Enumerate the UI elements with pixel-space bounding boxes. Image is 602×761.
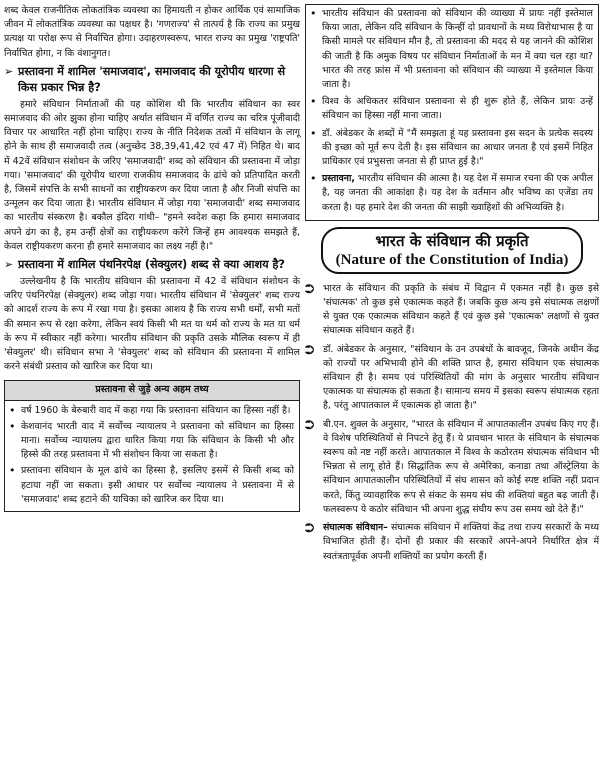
list-item: • प्रस्तावना, भारतीय संविधान की आत्मा है। यह देश में समाज रचना की एक अपील है, यह जनता की आकांक्षा है। यह देश के वर्तमान और भविष्य का एजेंडा तय करता है। यह हमारे देश की जनता की साझी ख्वाहिशों की अभिव्यक्ति है। [310, 172, 593, 215]
bullet-icon: • [310, 7, 317, 20]
list-item: • केशवानंद भारती वाद में सर्वोच्च न्यायालय ने प्रस्तावना को संविधान का हिस्सा माना। सर्वोच्च न्यायालय द्वारा धारित किया गया कि संविधान के किसी भी और हिस्से की तरह प्रस्तावना में भी संशोधन किया जा सकता है। [9, 420, 294, 463]
intro-paragraph: शब्द केवल राजनीतिक लोकतांत्रिक व्यवस्था का हिमायती न होकर आर्थिक एवं सामाजिक जीवन में लोकतांत्रिक व्यवस्था का पक्षधर है। 'गणराज्य' से तात्पर्य है कि राज्य का प्रमुख प्रत्यक्ष या परोक्ष रूप से निर्वाचित होगा। उदाहरणस्वरूप, भारत राज्य का प्रमुख 'राष्ट्रपति' निर्वाचित होगा, न कि वंशानुगत। [4, 5, 300, 59]
bold-lead: प्रस्तावना, [322, 173, 355, 185]
list-item: • प्रस्तावना संविधान के मूल ढांचे का हिस्सा है, इसलिए इसमें से किसी शब्द को हटाया नहीं जा सकता। इसी आधार पर सर्वोच्च न्यायालय ने प्रस्तावना में से 'समाजवाद' शब्द हटाने की याचिका को खारिज कर दिया था। [9, 464, 294, 507]
hook-arrow-icon: ⮊ [305, 521, 315, 536]
section-title-box [321, 227, 583, 274]
socialism-paragraph: हमारे संविधान निर्माताओं की यह कोशिश थी कि भारतीय संविधान का स्वर समाजवाद की ओर झुका होना चाहिए अर्थात संविधान में वर्णित राज्य का चरित्र पूंजीवादी विचार पर आधारित नहीं होना चाहिए। राज्य के नीति निदेशक तत्वों में संविधान के लागू होने के साथ ही समाजवादी तत्व (अनुच्छेद 38,39,41,42 एवं 47 में) निहित थे। बाद में 42वें संविधान संशोधन के जरिए 'समाजवादी' शब्द को संविधान की प्रस्तावना में जोड़ा गया। 'समाजवाद' की यूरोपीय धारणा राजकीय समाजवाद के ढांचे को प्रतिपादित करती है, जिसमें संपत्ति के सभी साधनों का राष्ट्रीयकरण कर दिया जाता है और निजी संपत्ति का उन्मूलन कर दिया जाता है। भारतीय संविधान में जोड़ा गया 'समाजवादी' शब्द समाजवाद का भारतीय संस्करण है। बकौल इंदिरा गांधी– "हमने स्वदेश कहा कि हमारा समाजवाद अपने ढंग का है, हम उन्हीं क्षेत्रों का राष्ट्रीयकरण करेंगे जिन्हें हम आवश्यक समझते हैं, केवल राष्ट्रीयकरण करना ही हमारे समाजवाद का लक्ष्य नहीं है।" [4, 98, 300, 252]
list-item: ⮊ बी.एन. शुक्ल के अनुसार, "भारत के संविधान में आपातकालीन उपबंध किए गए हैं। वे विशेष परिस्थितियों से निपटने हेतु हैं। ये प्रावधान भारत के संविधान के संघात्मक स्वरूप को नष्ट नहीं करते। आपातकाल में विश्व के कठोरतम संघात्मक संविधान भी भिन्नता से लागू होते हैं। सिद्धांतिक रूप से अमेरिका, कनाडा तथा ऑस्ट्रेलिया के संविधान आपातकालीन परिस्थितियों में संघ शासन को कोई स्पष्ट शक्ति नहीं प्रदान करते, किंतु व्यावहारिक रूप से संकट के समय संघ की शक्तियां बहुत बढ़ जाती हैं। फलस्वरूप ये कठोर संविधान भी अपना शुद्ध संघीय रूप उस समय खो देते हैं।" [305, 418, 599, 517]
left-column [4, 4, 300, 512]
section-title-hindi: भारत के संविधान की प्रकृति [375, 231, 529, 250]
hook-arrow-icon: ⮊ [305, 417, 315, 432]
list-item: ⮊ डॉ. अंबेडकर के अनुसार, "संविधान के उन उपबंधों के बावजूद, जिनके अधीन केंद्र को राज्यों पर अभिभावी होने की शक्ति प्राप्त है, हमारा संविधान एक संघात्मक संविधान ही है। समय एवं परिस्थितियों की मांग के अनुसार भारतीय संविधान एकात्मक या संघात्मक हो सकता है। सामान्य समय में इसका स्वरूप संघात्मक रहता है, परंतु आपातकाल में एकात्मक हो जाता है।" [305, 343, 599, 414]
hook-arrow-icon: ⮊ [305, 281, 315, 296]
question-heading-text: प्रस्तावना में शामिल 'समाजवाद', समाजवाद की यूरोपीय धारणा से किस प्रकार भिन्न है? [18, 64, 286, 94]
bullet-icon: • [310, 95, 317, 109]
list-item: ⮊ भारत के संविधान की प्रकृति के संबंध में विद्वान में एकमत नहीं है। कुछ इसे 'संघात्मक' तो कुछ इसे एकात्मक कहते हैं। जबकि कुछ अन्य इसे संघात्मक लक्षणों से युक्त एक एकात्मक संविधान कहते हैं एवं कुछ इसे 'एकात्मक' लक्षणों से युक्त संघात्मक संविधान कहते हैं। [305, 282, 599, 339]
list-item: • डॉ. अंबेडकर के शब्दों में "मैं समझता हूं यह प्रस्तावना इस सदन के प्रत्येक सदस्य की इच्छा को मूर्त रूप देती है। इस संविधान का आधार जनता है एवं इसमें निहित प्राधिकार एवं प्रभुसत्ता जनता से ही प्राप्त हुई है।" [310, 127, 593, 170]
bold-lead: संघात्मक संविधान– [323, 522, 388, 534]
question-heading-socialism [4, 64, 300, 96]
arrow-bullet-icon: ➢ [4, 64, 14, 78]
facts-box-title: प्रस्तावना से जुड़े अन्य अहम तथ्य [5, 381, 299, 400]
bullet-icon: • [310, 126, 317, 140]
facts-list [5, 401, 299, 511]
arrow-bullet-icon: ➢ [4, 258, 14, 272]
hook-arrow-icon: ⮊ [305, 342, 315, 357]
preamble-facts-box [4, 380, 300, 512]
section-title-english: (Nature of the Constitution of India) [335, 251, 569, 268]
question-heading-text: प्रस्तावना में शामिल पंथनिरपेक्ष (सेक्युलर) शब्द से क्या आशय है? [18, 258, 285, 272]
bullet-icon: • [9, 464, 16, 478]
right-column [305, 4, 599, 568]
preamble-notes-box [305, 4, 599, 221]
list-item: ⮊ संघात्मक संविधान– संघात्मक संविधान में शक्तियां केंद्र तथा राज्य सरकारों के मध्य विभाजित होती हैं। दोनों ही प्रकार की सरकारें अपने-अपने निर्धारित क्षेत्र में स्वतंत्रतापूर्वक अपनी शक्तियों का प्रयोग करती हैं। [305, 521, 599, 564]
bullet-icon: • [310, 172, 317, 186]
secular-paragraph: उल्लेखनीय है कि भारतीय संविधान की प्रस्तावना में 42 वें संविधान संशोधन के जरिए पंथनिरपेक्ष (सेक्युलर) शब्द जोड़ा गया। भारतीय संविधान में 'सेक्युलर' शब्द राज्य को आदर्श राज्य के रूप में रखा गया है। इसका आशय है कि राज्य सभी धर्मों, सभी मतों की समान रूप से रक्षा करेगा, लेकिन स्वयं किसी भी मत या धर्म को राज्य के मत या धर्म के रूप में स्वीकार नहीं करेगा। भारतीय संविधान की प्रकृति उसके मौलिक स्वरूप में ही 'सेक्युलर' थी। संविधान सभा ने 'सेक्युलर' शब्द को संविधान की प्रस्तावना में शामिल करने संबंधी प्रस्ताव को खारिज कर दिया था। [4, 276, 300, 373]
bullet-icon: • [9, 403, 16, 417]
bullet-icon: • [9, 419, 16, 433]
list-item: • विश्व के अधिकतर संविधान प्रस्तावना से ही शुरू होते हैं, लेकिन प्रायः उन्हें संविधान का हिस्सा नहीं माना जाता। [310, 95, 593, 123]
list-item: • वर्ष 1960 के बेरुबारी वाद में कहा गया कि प्रस्तावना संविधान का हिस्सा नहीं है। [9, 403, 291, 417]
question-heading-secular [4, 257, 300, 273]
list-item: • भारतीय संविधान की प्रस्तावना को संविधान की व्याख्या में प्रायः नहीं इस्तेमाल किया जाता, लेकिन यदि संविधान के किन्हीं दो प्रावधानों के मध्य विरोधाभास है या किसी मामले पर संविधान मौन है, तो प्रस्तावना की मदद से यह जानने की कोशिश की जाती है कि अमुक विषय पर संविधान निर्माताओं के मन में क्या चल रहा था? भारत की तरह फ्रांस में भी प्रस्तावना को संविधान की व्याख्या में इस्तेमाल किया जाता है। [310, 7, 593, 92]
